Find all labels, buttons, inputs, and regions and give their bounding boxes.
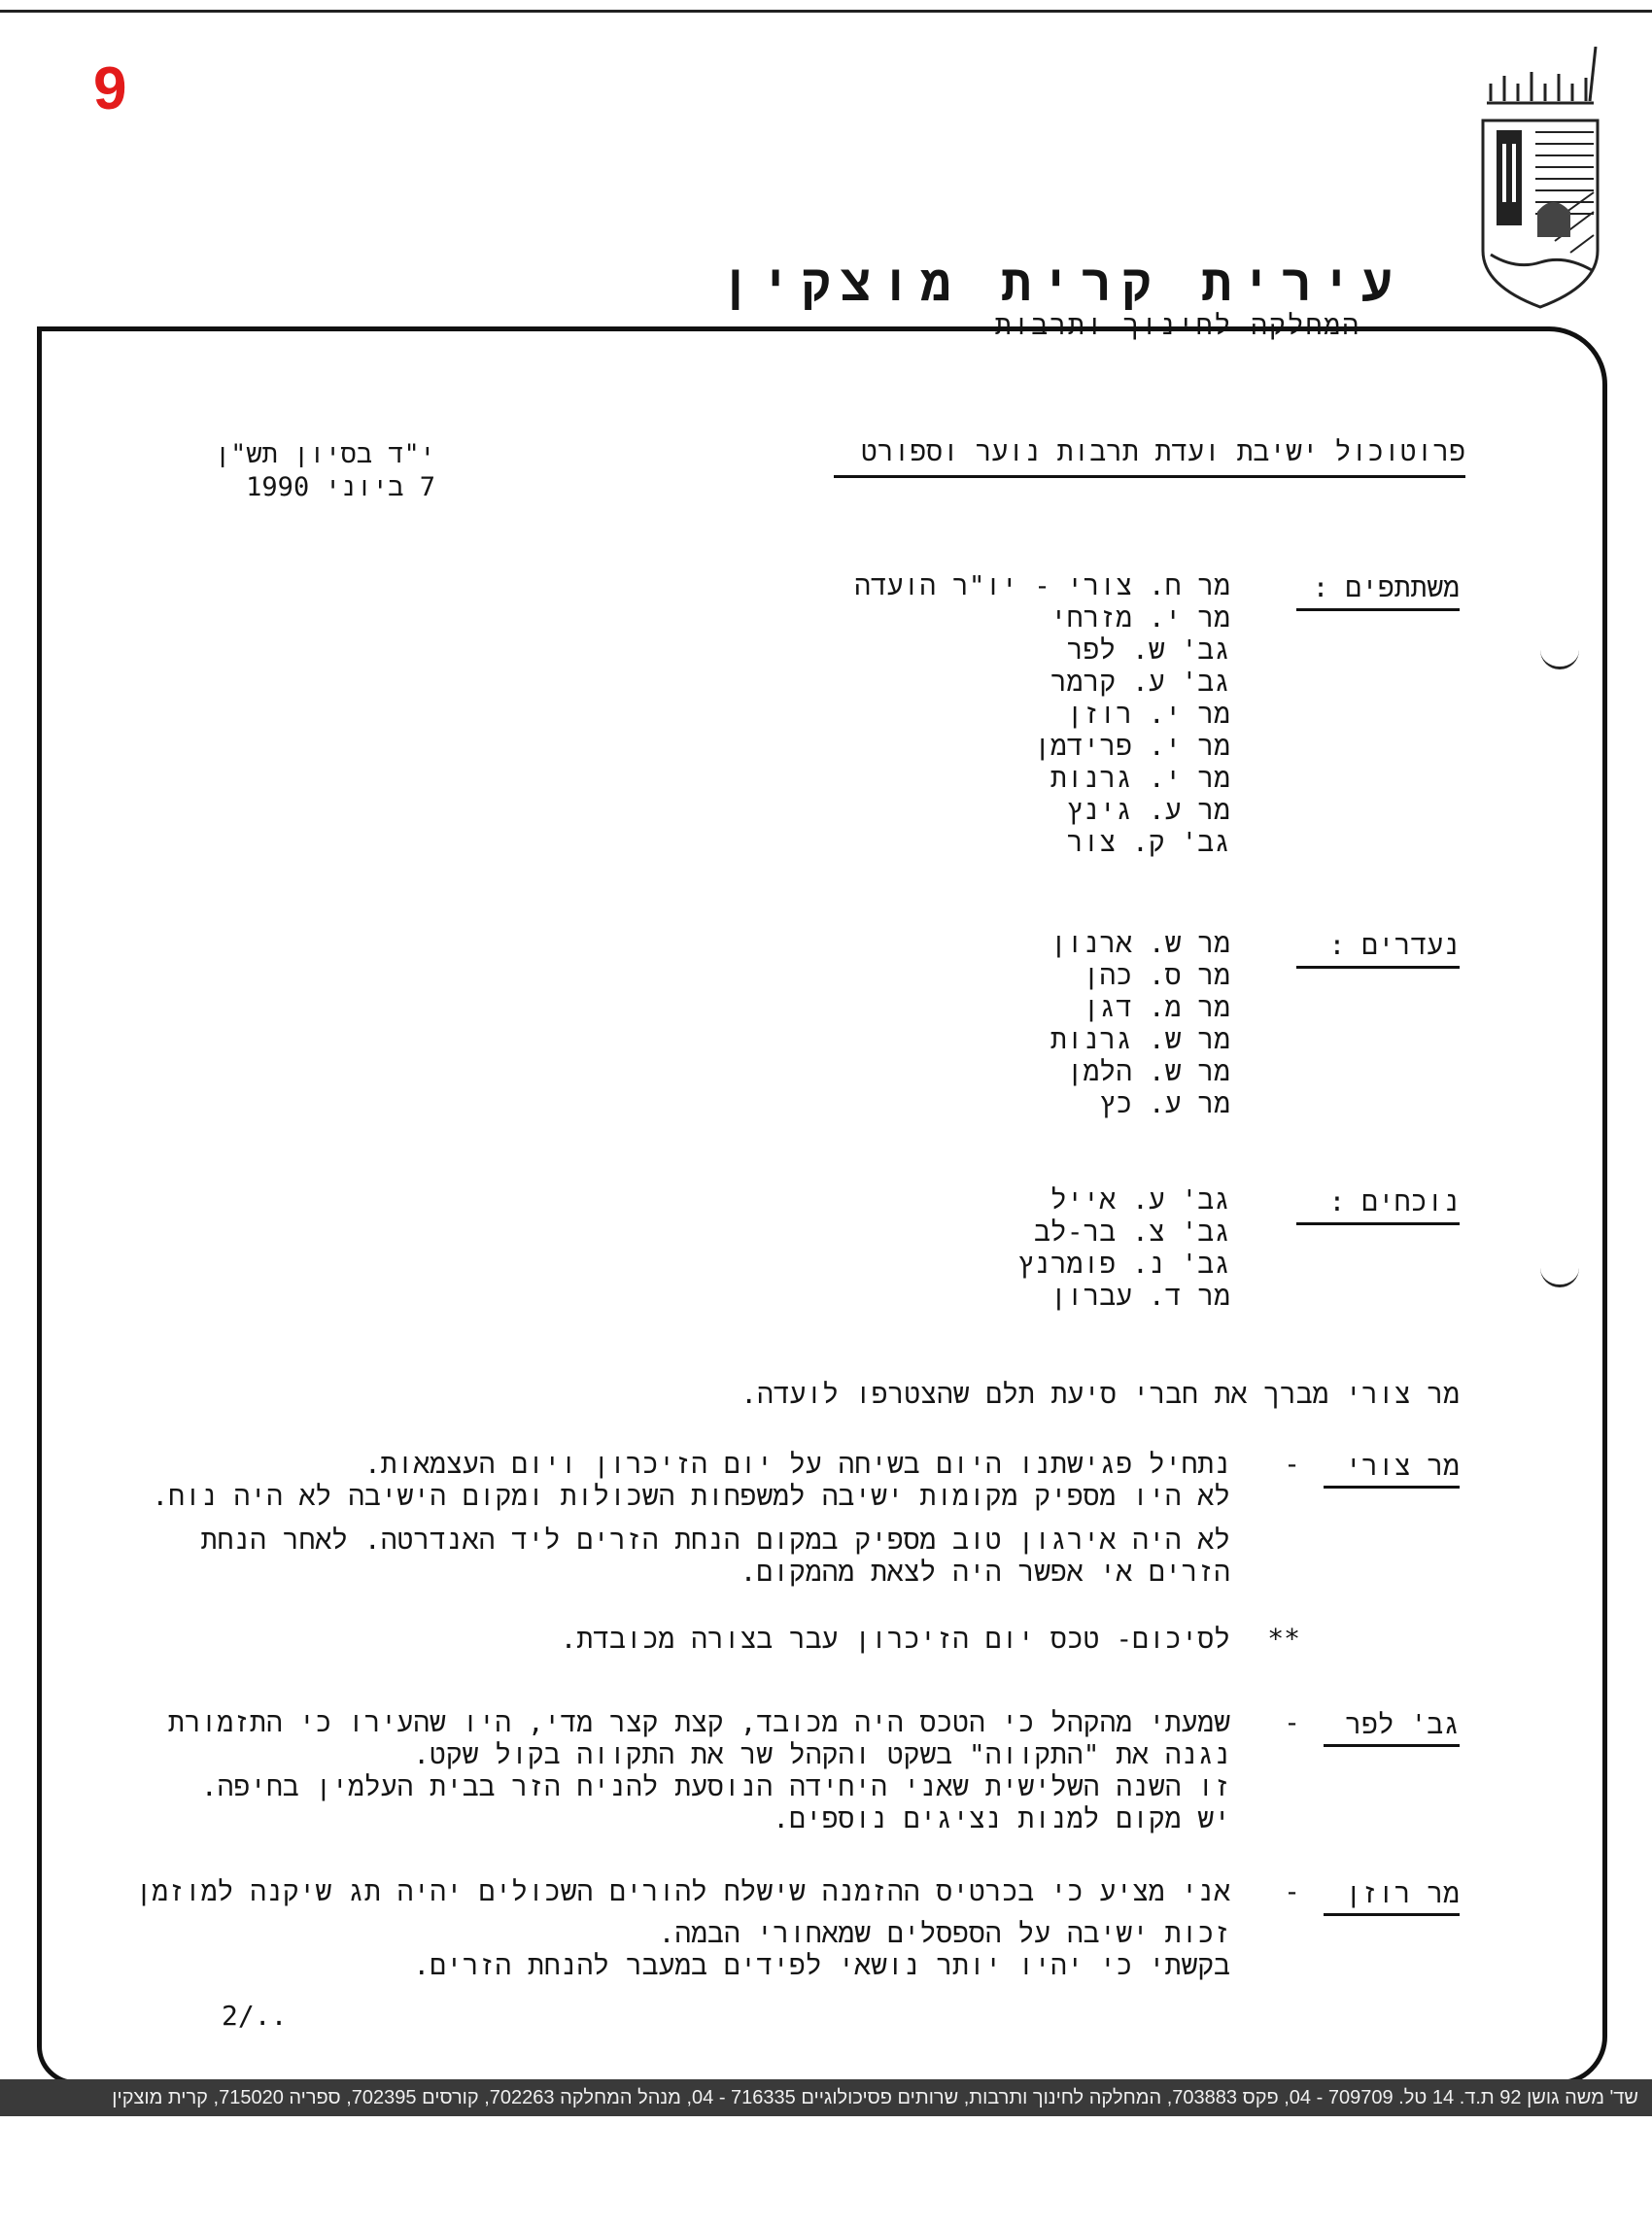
participant-name: מר י. גרנות bbox=[1050, 762, 1230, 794]
department-name: המחלקה לחינוך ותרבות bbox=[994, 309, 1360, 341]
participant-name: גב' ש. לפר bbox=[1066, 634, 1230, 666]
speaker-tzuri: מר צורי bbox=[1324, 1450, 1460, 1489]
speaker-dash: - bbox=[1284, 1706, 1300, 1738]
city-name: עירית קרית מוצקין bbox=[720, 255, 1401, 313]
footer-address-text: שד' משה גושן 92 ת.ד. 14 טל. 709709 - 04, פקס 703883, המחלקה לחינוך ותרבות, שרותים פסיכולוגיים 716335 - 04, מנהל המחלקה 702263, קורסים 702395, ספריה 715020, קרית מוצקין bbox=[112, 2087, 1638, 2108]
minutes-line: שמעתי מהקהל כי הטכס היה מכובד, קצת קצר מדי, היו שהעירו כי התזמורת bbox=[168, 1706, 1230, 1738]
minutes-line: לא היה אירגון טוב מספיק במקום הנחת הזרים ליד האנדרטה. לאחר הנחת bbox=[200, 1524, 1230, 1556]
participant-name: גב' ע. קרמר bbox=[1050, 666, 1230, 698]
speaker-rozen: מר רוזן bbox=[1324, 1877, 1460, 1916]
footer-address-strip bbox=[0, 2079, 1652, 2116]
opening-statement: מר צורי מברך את חברי סיעת תלם שהצטרפו לועדה. bbox=[740, 1378, 1460, 1410]
summary-mark: ** bbox=[1267, 1623, 1300, 1655]
participant-name: מר ח. צורי - יו"ר הועדה bbox=[854, 569, 1230, 601]
present-list bbox=[1017, 1183, 1230, 1312]
participants-label: משתתפים : bbox=[1296, 571, 1460, 611]
absent-list bbox=[1050, 927, 1230, 1119]
city-crest-icon bbox=[1477, 47, 1603, 311]
document-title: פרוטוכול ישיבת ועדת תרבות נוער וספורט bbox=[834, 435, 1465, 478]
present-name: גב' צ. בר-לב bbox=[1034, 1216, 1230, 1248]
participant-name: מר י. פרידמן bbox=[1034, 730, 1230, 762]
present-name: גב' ע. אייל bbox=[1050, 1183, 1230, 1216]
speaker-lapar: גב' לפר bbox=[1324, 1708, 1460, 1747]
present-name: גב' נ. פומרנץ bbox=[1017, 1248, 1230, 1280]
minutes-line: נתחיל פגישתנו היום בשיחה על יום הזיכרון ויום העצמאות. bbox=[363, 1448, 1230, 1480]
absent-name: מר ס. כהן bbox=[1083, 959, 1230, 991]
top-border-line bbox=[0, 10, 1652, 13]
participant-name: גב' ק. צור bbox=[1066, 826, 1230, 858]
participant-name: מר ע. גינץ bbox=[1066, 794, 1230, 826]
absent-name: מר ש. הלמן bbox=[1066, 1055, 1230, 1087]
minutes-line: יש מקום למנות נציגים נוספים. bbox=[773, 1802, 1230, 1834]
date-hebrew: י"ד בסיון תש"ן bbox=[214, 439, 435, 469]
speaker-dash: - bbox=[1284, 1875, 1300, 1907]
tzuri-paragraph-2 bbox=[201, 1524, 1230, 1588]
minutes-line: זכות ישיבה על הספסלים שמאחורי הבמה. bbox=[658, 1917, 1230, 1949]
participants-list bbox=[854, 569, 1230, 858]
participant-name: מר י. רוזן bbox=[1066, 698, 1230, 730]
absent-name: מר מ. דגן bbox=[1083, 991, 1230, 1023]
absent-name: מר ע. כץ bbox=[1099, 1087, 1230, 1119]
absent-name: מר ש. ארנון bbox=[1050, 927, 1230, 959]
absent-name: מר ש. גרנות bbox=[1050, 1023, 1230, 1055]
absent-label: נעדרים : bbox=[1296, 929, 1460, 969]
date-gregorian: 7 ביוני 1990 bbox=[246, 472, 435, 502]
page-number: 9 bbox=[93, 55, 127, 122]
participant-name: מר י. מזרחי bbox=[1050, 601, 1230, 634]
tzuri-summary: לסיכום- טכס יום הזיכרון עבר בצורה מכובדת. bbox=[560, 1623, 1230, 1655]
speaker-dash: - bbox=[1284, 1448, 1300, 1480]
minutes-line: נגנה את "התקווה" בשקט והקהל שר את התקווה בקול שקט. bbox=[413, 1738, 1230, 1770]
tzuri-paragraph-1 bbox=[152, 1448, 1230, 1512]
minutes-line: לא היו מספיק מקומות ישיבה למשפחות השכולות ומקום הישיבה לא היה נוח. bbox=[152, 1480, 1230, 1512]
minutes-line: זו השנה השלישית שאני היחידה הנוסעת להניח הזר בבית העלמין בחיפה. bbox=[200, 1770, 1230, 1802]
minutes-line: אני מציע כי בכרטיס ההזמנה שישלח להורים השכולים יהיה תג שיקנה למוזמן bbox=[135, 1875, 1230, 1907]
minutes-line: בקשתי כי יהיו יותר נושאי לפידים במעבר להנחת הזרים. bbox=[413, 1949, 1230, 1981]
continuation-marker: 2/.. bbox=[222, 2000, 288, 2032]
lapar-paragraph bbox=[168, 1706, 1230, 1834]
rozen-paragraph bbox=[136, 1875, 1230, 1981]
present-name: מר ד. עברון bbox=[1050, 1280, 1230, 1312]
minutes-line: הזרים אי אפשר היה לצאת מהמקום. bbox=[740, 1556, 1230, 1588]
present-label: נוכחים : bbox=[1296, 1185, 1460, 1225]
